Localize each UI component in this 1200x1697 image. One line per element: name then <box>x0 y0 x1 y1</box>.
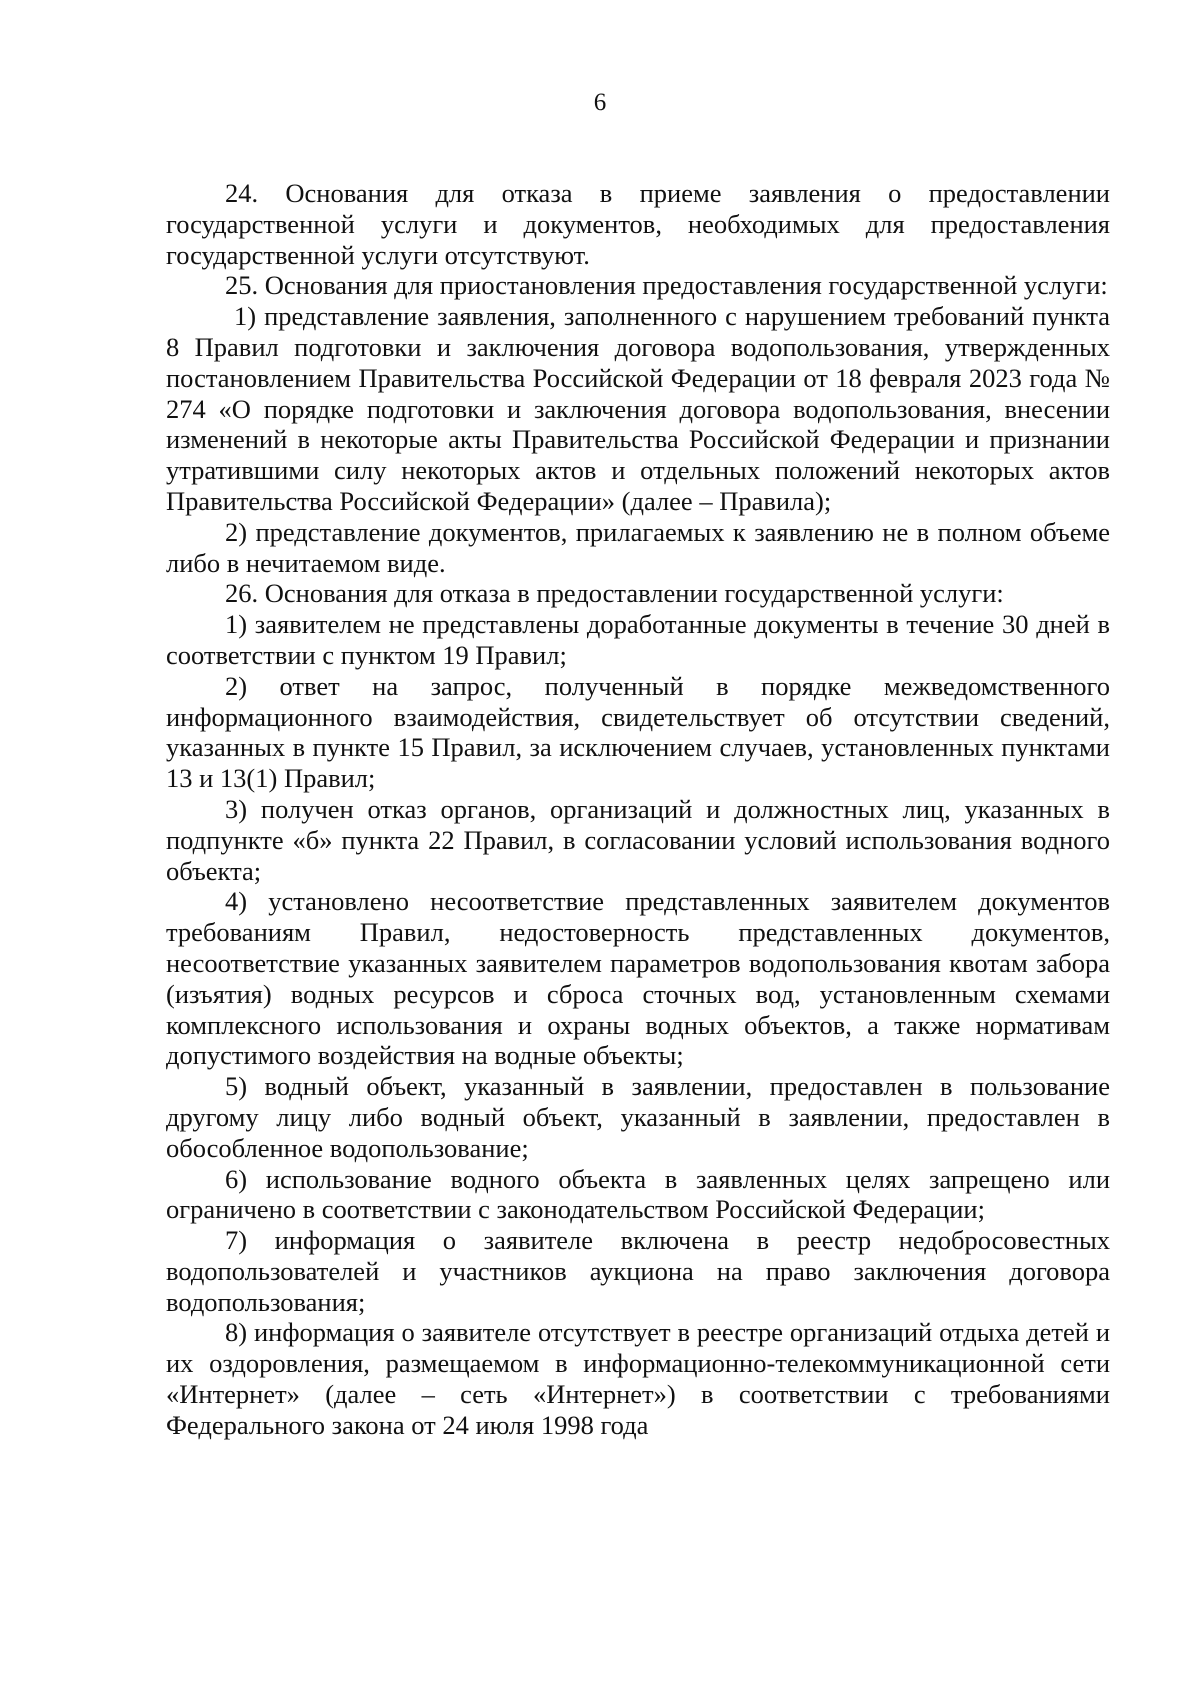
document-body <box>166 178 1110 1441</box>
page-number: 6 <box>593 89 607 116</box>
paragraph-26-item-7: 7) информация о заявителе включена в реестр недобросовестных водопользователей и участников аукциона на право заключения договора водопользования; <box>166 1225 1110 1317</box>
paragraph-26-item-2: 2) ответ на запрос, полученный в порядке межведомственного информационного взаимодействия, свидетельствует об отсутствии сведений, указанных в пункте 15 Правил, за исключением случаев, установленных пунктами 13 и 13(1) Правил; <box>166 670 1110 794</box>
paragraph-25: 25. Основания для приостановления предоставления государственной услуги: <box>225 270 1108 301</box>
paragraph-26: 26. Основания для отказа в предоставлении государственной услуги: <box>225 578 1004 609</box>
paragraph-26-item-5: 5) водный объект, указанный в заявлении, предоставлен в пользование другому лицу либо водный объект, указанный в заявлении, предоставлен в обособленное водопользование; <box>166 1071 1110 1163</box>
paragraph-26-item-4: 4) установлено несоответствие представленных заявителем документов требованиям Правил, недостоверность представленных документов, несоответствие указанных заявителем параметров водопользования квотам забора (изъятия) водных ресурсов и сброса сточных вод, установленным схемами комплексного использования и охраны водных объектов, а также нормативам допустимого воздействия на водные объекты; <box>166 886 1110 1071</box>
paragraph-24: 24. Основания для отказа в приеме заявления о предоставлении государственной услуги и документов, необходимых для предоставления государственной услуги отсутствуют. <box>166 178 1110 270</box>
paragraph-26-item-3: 3) получен отказ органов, организаций и должностных лиц, указанных в подпункте «б» пункта 22 Правил, в согласовании условий использования водного объекта; <box>166 793 1110 886</box>
paragraph-25-item-1: 1) представление заявления, заполненного с нарушением требований пункта 8 Правил подготовки и заключения договора водопользования, утвержденных постановлением Правительства Российской Федерации от 18 февраля 2023 года № 274 «О порядке подготовки и заключения договора водопользования, внесении изменений в некоторые акты Правительства Российской Федерации и признании утратившими силу некоторых актов и отдельных положений некоторых актов Правительства Российской Федерации» (далее – Правила); <box>166 301 1110 516</box>
paragraph-26-item-8: 8) информация о заявителе отсутствует в реестре организаций отдыха детей и их оздоровления, размещаемом в информационно-телекоммуникационной сети «Интернет» (далее – сеть «Интернет») в соответствии с требованиями Федерального закона от 24 июля 1998 года <box>166 1317 1110 1440</box>
paragraph-26-item-1: 1) заявителем не представлены доработанные документы в течение 30 дней в соответствии с пунктом 19 Правил; <box>166 609 1110 670</box>
paragraph-25-item-2: 2) представление документов, прилагаемых к заявлению не в полном объеме либо в нечитаемом виде. <box>166 516 1110 578</box>
paragraph-26-item-6: 6) использование водного объекта в заявленных целях запрещено или ограничено в соответствии с законодательством Российской Федерации; <box>166 1163 1110 1225</box>
